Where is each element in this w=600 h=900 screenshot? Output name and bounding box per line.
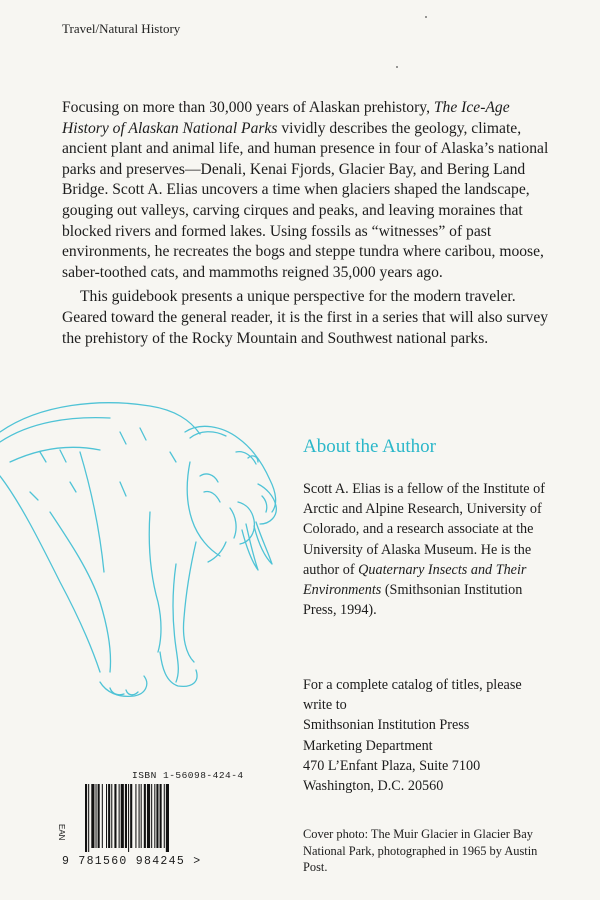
street-address: 470 L’Enfant Plaza, Suite 7100 (303, 757, 481, 774)
barcode-bar (139, 784, 140, 848)
barcode-bar (151, 784, 152, 848)
barcode-bars (85, 784, 195, 852)
bio-text: Scott A. Elias is a fellow of the Institute of Arctic and Alpine Research, University of Colorado, and a research associate at the University of Alaska Museum. He is the author of (303, 481, 545, 578)
barcode-bar (135, 784, 136, 848)
barcode-bar (121, 784, 124, 848)
barcode-bar (147, 784, 150, 848)
description-text: Focusing on more than 30,000 years of Alaskan prehistory, (62, 99, 434, 116)
barcode-bar (128, 784, 129, 852)
book-description (62, 98, 552, 349)
barcode-bar (85, 784, 87, 852)
barcode-bar (98, 784, 100, 848)
barcode-digits: 9 781560 984245 > (62, 855, 202, 868)
print-speck (396, 66, 398, 68)
author-book-title: Quaternary Insects and Their Environments (303, 561, 527, 599)
barcode-bar (91, 784, 94, 848)
cover-photo-credit: Cover photo: The Muir Glacier in Glacier Bay National Park, photographed in 1965 by Austin Post. (303, 827, 538, 875)
isbn-number: ISBN 1-56098-424-4 (132, 770, 244, 781)
barcode-bar (164, 784, 165, 848)
category-label: Travel/Natural History (62, 21, 181, 36)
barcode-bar (154, 784, 155, 848)
catalog-intro: For a complete catalog of titles, please write to (303, 677, 522, 714)
barcode-bar (102, 784, 103, 848)
description-paragraph-1 (62, 98, 552, 283)
barcode-bar (88, 784, 89, 852)
book-title: The Ice-Age History of Alaskan National Parks (62, 99, 510, 137)
barcode-bar (160, 784, 162, 848)
barcode-bar (141, 784, 142, 848)
barcode-bar (114, 784, 116, 848)
barcode-bar (108, 784, 110, 848)
department-name: Marketing Department (303, 737, 433, 754)
barcode-bar (156, 784, 158, 848)
print-speck (425, 16, 427, 18)
bio-text: (Smithsonian Institution Press, 1994). (303, 582, 523, 619)
barcode-block (57, 770, 258, 880)
about-author-heading: About the Author (303, 436, 436, 457)
saber-toothed-cat-illustration (0, 392, 300, 722)
barcode-bar (111, 784, 112, 848)
barcode-bar (166, 784, 169, 852)
barcode-bar (96, 784, 97, 848)
ean-label: EAN (57, 824, 66, 841)
barcode-bar (119, 784, 120, 848)
publisher-name: Smithsonian Institution Press (303, 717, 470, 734)
author-bio (303, 479, 553, 620)
description-text: vividly describes the geology, climate, ancient plant and animal life, and human presence in four of Alaska’s national parks and preserves—Denali, Kenai Fjords, Glacier Bay, and Bering Land Bridge. Scott A. Elias uncovers a time when glaciers shaped the landscape, gouging out valleys, carving cirques and peaks, and leaving moraines that blocked rivers and formed lakes. Using fossils as “witnesses” of past environments, he recreates the bogs and steppe tundra where caribou, moose, saber-toothed cats, and mammoths reigned 35,000 years ago. (62, 119, 549, 281)
barcode-bar (144, 784, 146, 848)
barcode-bar (130, 784, 132, 848)
barcode-bar (125, 784, 127, 848)
description-paragraph-2: This guidebook presents a unique perspective for the modern traveler. Geared toward the general reader, it is the first in a series that will also survey the prehistory of the Rocky Mountain and Southwest national parks. (62, 288, 549, 347)
catalog-request (303, 675, 553, 796)
city-address: Washington, D.C. 20560 (303, 778, 444, 795)
barcode-bar (106, 784, 107, 848)
